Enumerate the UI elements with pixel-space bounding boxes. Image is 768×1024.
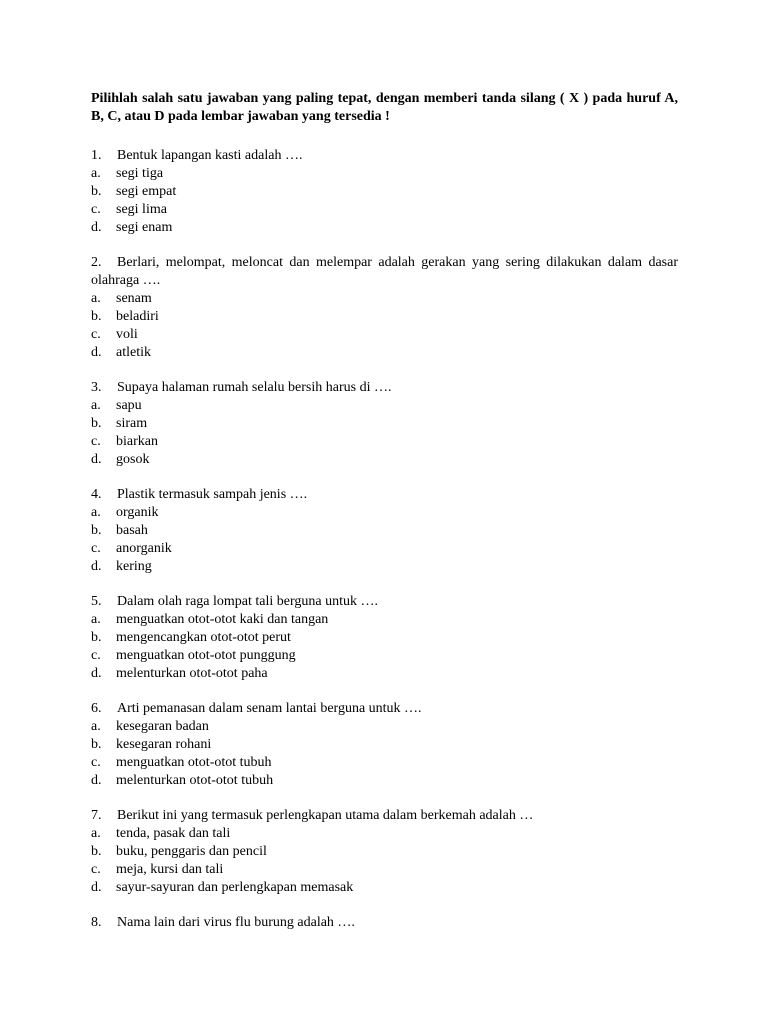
question-number: 3. bbox=[91, 380, 102, 395]
option-letter: b. bbox=[91, 630, 102, 645]
option-text: meja, kursi dan tali bbox=[116, 862, 224, 877]
question-text: Nama lain dari virus flu burung adalah …. bbox=[117, 915, 355, 930]
document-page bbox=[91, 90, 678, 949]
question-text: Supaya halaman rumah selalu bersih harus di …. bbox=[117, 380, 392, 395]
option-a bbox=[91, 611, 678, 629]
option-d bbox=[91, 879, 678, 897]
option-letter: d. bbox=[91, 452, 102, 467]
option-b bbox=[91, 736, 678, 754]
question-1 bbox=[91, 147, 678, 237]
option-letter: b. bbox=[91, 737, 102, 752]
question-stem bbox=[91, 486, 678, 504]
option-text: kesegaran badan bbox=[116, 719, 209, 734]
option-text: mengencangkan otot-otot perut bbox=[116, 630, 291, 645]
question-number: 6. bbox=[91, 701, 102, 716]
option-letter: a. bbox=[91, 719, 101, 734]
option-c bbox=[91, 647, 678, 665]
question-number: 4. bbox=[91, 487, 102, 502]
option-text: kesegaran rohani bbox=[116, 737, 212, 752]
option-c bbox=[91, 861, 678, 879]
option-letter: b. bbox=[91, 523, 102, 538]
option-letter: a. bbox=[91, 505, 101, 520]
option-text: segi tiga bbox=[116, 166, 164, 181]
option-letter: d. bbox=[91, 880, 102, 895]
question-number: 8. bbox=[91, 915, 102, 930]
option-text: atletik bbox=[116, 345, 151, 360]
option-letter: b. bbox=[91, 416, 102, 431]
option-text: basah bbox=[116, 523, 148, 538]
option-text: gosok bbox=[116, 452, 150, 467]
option-b bbox=[91, 843, 678, 861]
question-stem bbox=[91, 700, 678, 718]
option-text: menguatkan otot-otot tubuh bbox=[116, 755, 272, 770]
option-text: sapu bbox=[116, 398, 142, 413]
question-number: 1. bbox=[91, 148, 102, 163]
question-4 bbox=[91, 486, 678, 576]
option-text: menguatkan otot-otot kaki dan tangan bbox=[116, 612, 329, 627]
question-text: Dalam olah raga lompat tali berguna untuk …. bbox=[117, 594, 379, 609]
question-2 bbox=[91, 254, 678, 362]
option-text: kering bbox=[116, 559, 152, 574]
question-stem bbox=[91, 807, 678, 825]
option-a bbox=[91, 165, 678, 183]
question-number: 7. bbox=[91, 808, 102, 823]
option-text: anorganik bbox=[116, 541, 172, 556]
option-text: melenturkan otot-otot tubuh bbox=[116, 773, 274, 788]
option-b bbox=[91, 308, 678, 326]
option-text: tenda, pasak dan tali bbox=[116, 826, 231, 841]
option-b bbox=[91, 415, 678, 433]
option-letter: c. bbox=[91, 202, 101, 217]
option-text: segi empat bbox=[116, 184, 177, 199]
option-letter: d. bbox=[91, 559, 102, 574]
option-a bbox=[91, 397, 678, 415]
option-d bbox=[91, 451, 678, 469]
option-b bbox=[91, 522, 678, 540]
option-letter: d. bbox=[91, 773, 102, 788]
question-7 bbox=[91, 807, 678, 897]
option-letter: c. bbox=[91, 327, 101, 342]
option-letter: b. bbox=[91, 184, 102, 199]
question-number: 2. bbox=[91, 255, 102, 270]
question-stem bbox=[91, 254, 678, 290]
option-c bbox=[91, 201, 678, 219]
option-letter: a. bbox=[91, 166, 101, 181]
option-text: sayur-sayuran dan perlengkapan memasak bbox=[116, 880, 354, 895]
option-c bbox=[91, 326, 678, 344]
option-d bbox=[91, 665, 678, 683]
option-letter: c. bbox=[91, 755, 101, 770]
option-letter: c. bbox=[91, 434, 101, 449]
option-letter: d. bbox=[91, 345, 102, 360]
option-d bbox=[91, 344, 678, 362]
option-text: siram bbox=[116, 416, 148, 431]
option-letter: b. bbox=[91, 844, 102, 859]
question-text: Bentuk lapangan kasti adalah …. bbox=[117, 148, 303, 163]
option-text: beladiri bbox=[116, 309, 159, 324]
instruction-text: Pilihlah salah satu jawaban yang paling tepat, dengan memberi tanda silang ( X ) pada huruf A, B, C, atau D pada lembar jawaban yang tersedia ! bbox=[91, 91, 678, 124]
option-text: menguatkan otot-otot punggung bbox=[116, 648, 296, 663]
option-a bbox=[91, 290, 678, 308]
question-6 bbox=[91, 700, 678, 790]
question-text: Arti pemanasan dalam senam lantai berguna untuk …. bbox=[117, 701, 422, 716]
question-text: Berikut ini yang termasuk perlengkapan utama dalam berkemah adalah … bbox=[117, 808, 534, 823]
option-c bbox=[91, 540, 678, 558]
option-letter: a. bbox=[91, 291, 101, 306]
question-number: 5. bbox=[91, 594, 102, 609]
question-stem bbox=[91, 914, 678, 932]
option-text: biarkan bbox=[116, 434, 158, 449]
option-d bbox=[91, 219, 678, 237]
option-text: segi lima bbox=[116, 202, 167, 217]
option-letter: a. bbox=[91, 612, 101, 627]
option-d bbox=[91, 558, 678, 576]
option-letter: a. bbox=[91, 826, 101, 841]
option-text: segi enam bbox=[116, 220, 173, 235]
question-3 bbox=[91, 379, 678, 469]
option-letter: d. bbox=[91, 220, 102, 235]
option-letter: c. bbox=[91, 648, 101, 663]
question-text: Plastik termasuk sampah jenis …. bbox=[117, 487, 308, 502]
option-text: melenturkan otot-otot paha bbox=[116, 666, 268, 681]
option-text: senam bbox=[116, 291, 152, 306]
option-text: organik bbox=[116, 505, 159, 520]
option-letter: b. bbox=[91, 309, 102, 324]
option-letter: a. bbox=[91, 398, 101, 413]
question-stem bbox=[91, 147, 678, 165]
option-b bbox=[91, 183, 678, 201]
question-text: Berlari, melompat, meloncat dan melempar adalah gerakan yang sering dilakukan dalam dasar olahraga …. bbox=[91, 255, 678, 288]
question-stem bbox=[91, 593, 678, 611]
option-c bbox=[91, 754, 678, 772]
option-letter: d. bbox=[91, 666, 102, 681]
option-text: buku, penggaris dan pencil bbox=[116, 844, 267, 859]
option-a bbox=[91, 718, 678, 736]
question-5 bbox=[91, 593, 678, 683]
option-c bbox=[91, 433, 678, 451]
question-8 bbox=[91, 914, 678, 932]
option-a bbox=[91, 504, 678, 522]
option-text: voli bbox=[116, 327, 138, 342]
option-letter: c. bbox=[91, 862, 101, 877]
option-b bbox=[91, 629, 678, 647]
option-d bbox=[91, 772, 678, 790]
question-stem bbox=[91, 379, 678, 397]
option-letter: c. bbox=[91, 541, 101, 556]
option-a bbox=[91, 825, 678, 843]
